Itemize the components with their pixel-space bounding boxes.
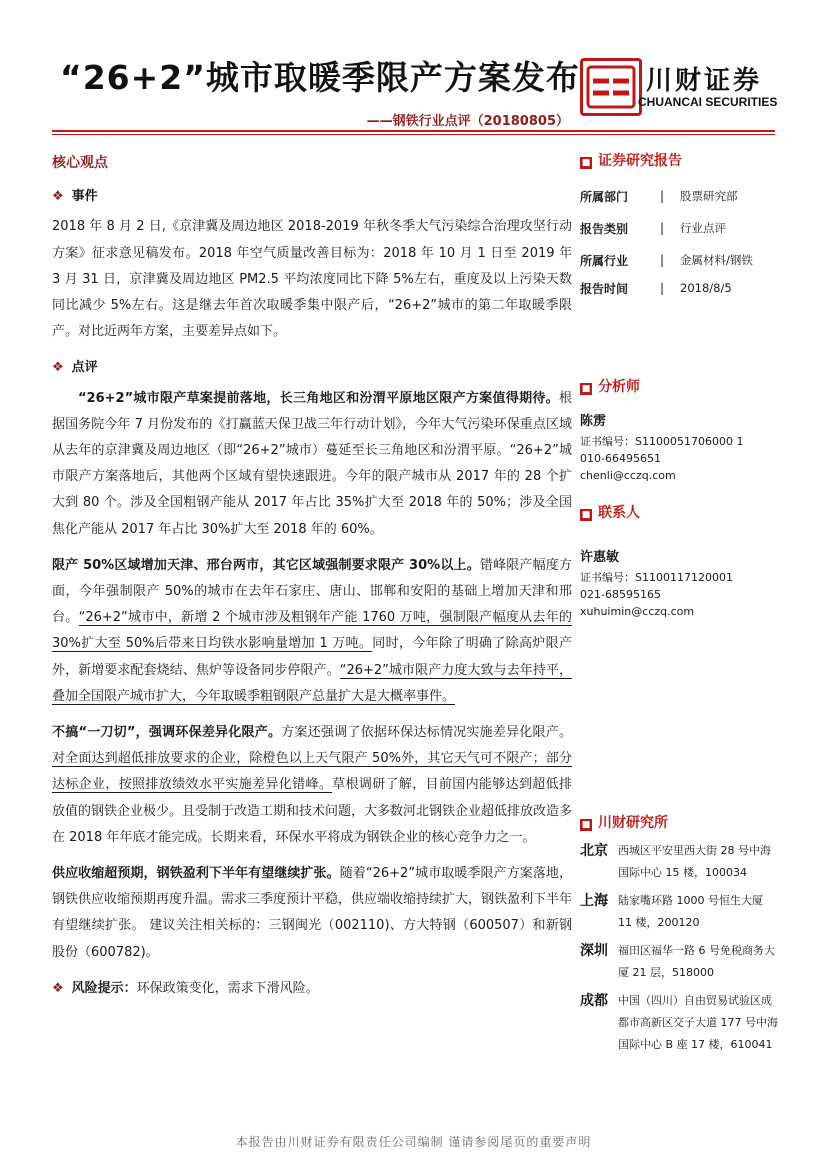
comment-paragraph-1: “26+2”城市限产草案提前落地，长三角地区和汾渭平原地区限产方案值得期待。根据国务院今年 7 月份发布的《打赢蓝天保卫战三年行动计划》，今年大气污染环保重点区域从去年的京津冀及周边地区（即“26+2”城市）蔓延至长三角地区和汾渭平原。“26+2”城市限产方案落地后，其他两个区域有望快速跟进。今年的限产城市从 2017 年的 28 个扩大到 80 个。涉及全国粗钢产能从 2017 年占比 35%扩大至 2018 年的 50%；涉及全国焦化产能从 2017 年占比 30%扩大至 2018 年的 60%。 (52, 390, 572, 537)
analyst-email[interactable]: chenli@cczq.com (580, 469, 676, 482)
comment-heading: ❖ 点评 (52, 360, 98, 376)
main-content (52, 150, 572, 1002)
core-view-heading: 核心观点 (52, 155, 108, 171)
analyst-phone: 010-66495651 (580, 452, 661, 465)
diamond-bullet-icon: ❖ (52, 360, 64, 376)
info-row: 报告类别 | 行业点评 (580, 221, 726, 236)
contact-email[interactable]: xuhuimin@cczq.com (580, 605, 695, 618)
paragraph-lead: 供应收缩超预期，钢铁盈利下半年有望继续扩张。 (52, 866, 340, 882)
event-heading: ❖ 事件 (52, 189, 98, 205)
report-subtitle: ——钢铁行业点评（20180805） (366, 114, 569, 129)
diamond-bullet-icon: ❖ (52, 189, 64, 205)
section-marker-icon: ■ (581, 158, 591, 168)
sidebar-report-info (580, 150, 780, 300)
section-marker-icon: ■ (581, 510, 591, 520)
report-info-heading: ■ 证券研究报告 (581, 153, 682, 169)
city-address: 成都 中国（四川）自由贸易试验区成都市高新区交子大道 177 号中海国际中心 B 座 17 楼，610041 (580, 993, 778, 1051)
contact-cert: 证书编号：S1100117120001 (580, 571, 733, 584)
comment-paragraph-2: 限产 50%区域增加天津、邢台两市，其它区域强制要求限产 30%以上。错峰限产幅度方面，今年强制限产 50%的城市在去年石家庄、唐山、邯郸和安阳的基础上增加天津和邢台。“26+2”城市中，新增 2 个城市涉及粗钢年产能 1760 万吨，强制限产幅度从去年的 30%扩大至 50%后带来日均铁水影响量增加 1 万吨。同时，今年除了明确了除高炉限产外，新增要求配套烧结、焦炉等设备同步停限产。“26+2”城市限产力度大致与去年持平，叠加全国限产城市扩大，今年取暖季粗钢限产总量扩大是大概率事件。 (52, 557, 572, 704)
city-address: 上海 陆家嘴环路 1000 号恒生大厦 11 楼，200120 (580, 893, 763, 929)
info-row: 所属部门 | 股票研究部 (580, 189, 738, 204)
risk-notice: ❖ 风险提示：环保政策变化，需求下滑风险。 (52, 980, 319, 996)
info-row: 报告时间 | 2018/8/5 (580, 281, 732, 296)
diamond-bullet-icon: ❖ (52, 980, 64, 996)
paragraph-lead: “26+2”城市限产草案提前落地，长三角地区和汾渭平原地区限产方案值得期待。 (78, 390, 559, 406)
footer-disclaimer: 本报告由川财证券有限责任公司编制 谨请参阅尾页的重要声明 (235, 1135, 592, 1149)
institute-heading: ■ 川财研究所 (581, 815, 668, 831)
header-divider-thin (52, 134, 775, 135)
company-name-en: CHUANCAI SECURITIES (638, 95, 778, 109)
info-row: 所属行业 | 金属材料/钢铁 (580, 253, 753, 268)
analyst-cert: 证书编号：S1100051706000 1 (580, 435, 744, 448)
paragraph-lead: 不搞“一刀切”，强调环保差异化限产。 (52, 725, 282, 741)
analyst-name: 陈雳 (580, 414, 607, 429)
header-divider (52, 130, 775, 132)
sidebar-contact (580, 502, 780, 620)
contact-phone: 021-68595165 (580, 588, 661, 601)
section-marker-icon: ■ (581, 820, 591, 830)
comment-paragraph-4: 供应收缩超预期，钢铁盈利下半年有望继续扩张。随着“26+2”城市取暖季限产方案落地，钢铁供应收缩预期再度升温。需求三季度预计平稳，供应端收缩持续扩大，钢铁盈利下半年有望继续扩张。 建议关注相关标的：三钢闽光（002110)、方大特钢（600507）和新钢股份（600782)。 (52, 866, 573, 960)
sidebar-institute (580, 812, 780, 1062)
event-paragraph: 2018 年 8 月 2 日,《京津冀及周边地区 2018-2019 年秋冬季大气污染综合治理攻坚行动方案》征求意见稿发布。2018 年空气质量改善目标为：2018 年 10 月 1 日至 2019 年 3 月 31 日，京津冀及周边地区 PM2.5 平均浓度同比下降 5%左右，重度及以上污染天数同比减少 5%左右。这是继去年首次取暖季集中限产后，“26+2”城市的第二年取暖季限产。对比近两年方案，主要差异点如下。 (52, 219, 572, 340)
paragraph-lead: 限产 50%区域增加天津、邢台两市，其它区域强制要求限产 30%以上。 (52, 557, 480, 573)
contact-heading: ■ 联系人 (581, 505, 640, 521)
company-logo-icon (580, 58, 642, 116)
company-name: 川财证券 (646, 66, 763, 96)
analyst-heading: ■ 分析师 (581, 379, 640, 395)
report-title: “26+2”城市取暖季限产方案发布 (60, 58, 580, 97)
sidebar-analyst (580, 376, 780, 484)
city-address: 北京 西城区平安里西大街 28 号中海国际中心 15 楼，100034 (580, 843, 771, 879)
city-address: 深圳 福田区福华一路 6 号免税商务大厦 21 层，518000 (580, 943, 775, 979)
contact-name: 许惠敏 (580, 550, 620, 565)
section-marker-icon: ■ (581, 384, 591, 394)
comment-paragraph-3: 不搞“一刀切”，强调环保差异化限产。方案还强调了依据环保达标情况实施差异化限产。对全面达到超低排放要求的企业，除橙色以上天气限产 50%外，其它天气可不限产；部分达标企业，按照排放绩效水平实施差异化错峰。草根调研了解，目前国内能够达到超低排放值的钢铁企业极少。且受制于改造工期和技术问题，大多数河北钢铁企业超低排放改造多在 2018 年年底才能完成。长期来看，环保水平将成为钢铁企业的核心竞争力之一。 (52, 725, 573, 845)
